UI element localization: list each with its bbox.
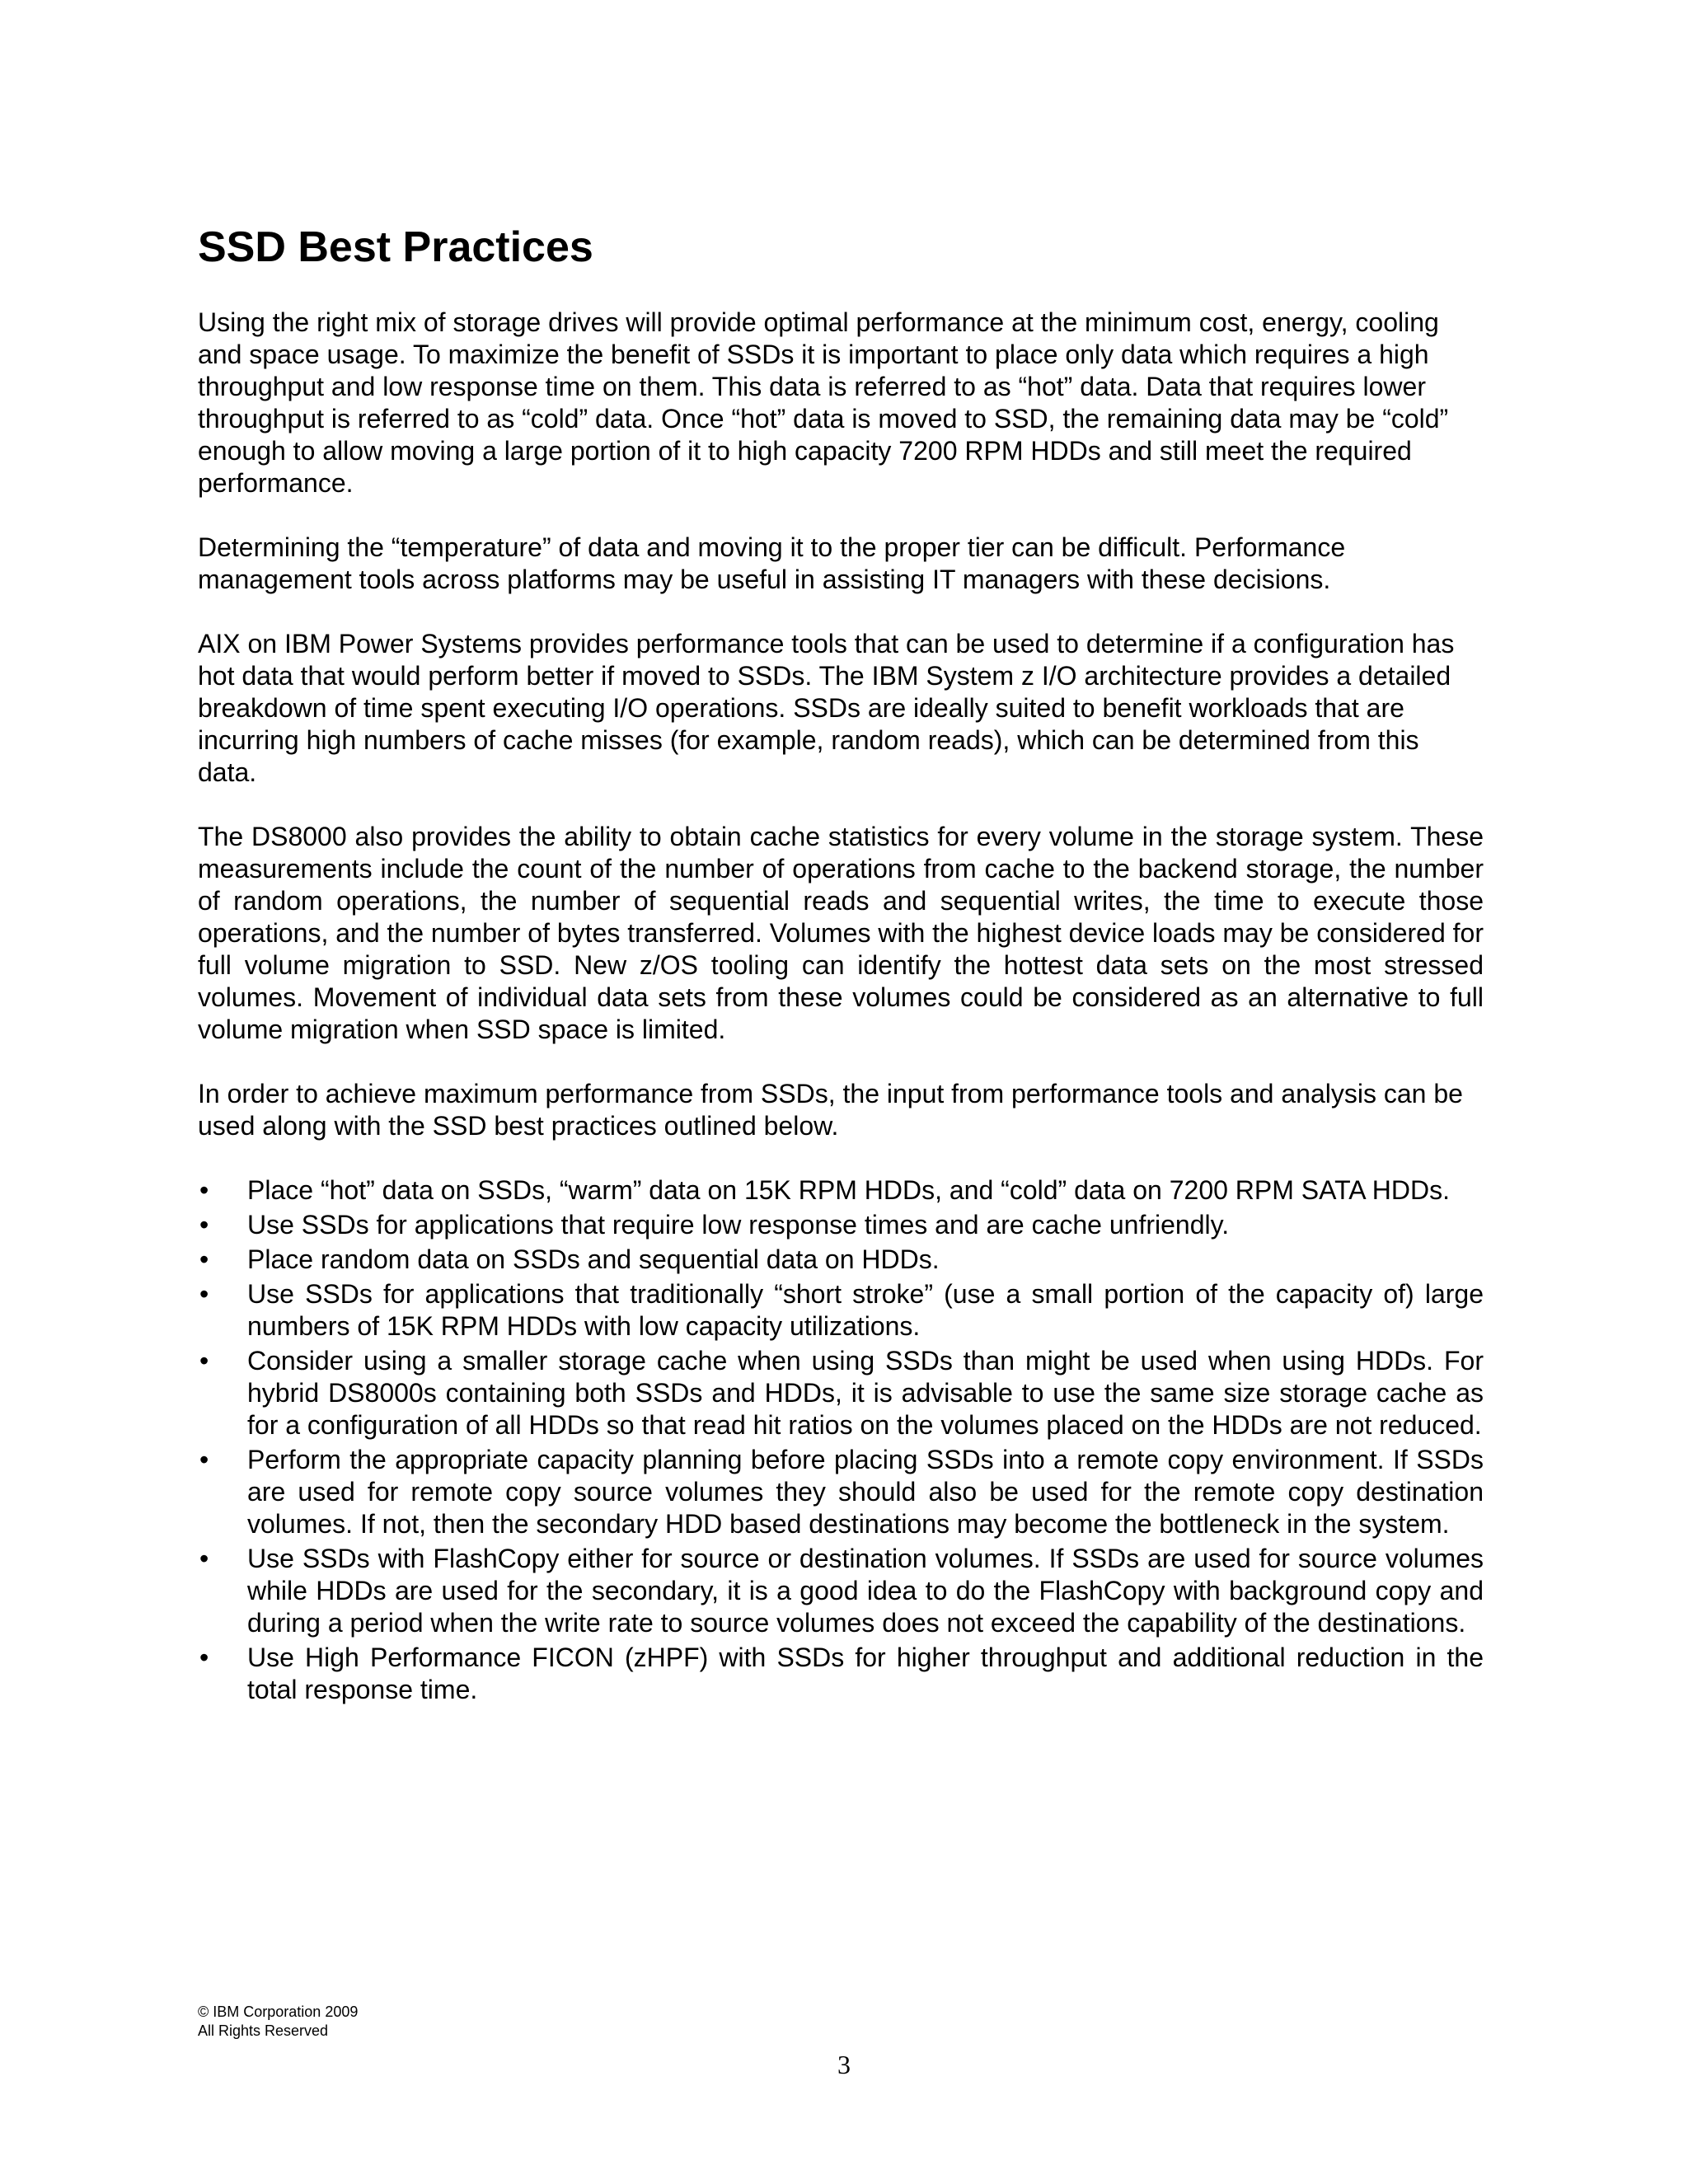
bullet-icon: •	[199, 1279, 209, 1309]
paragraph-maximum-performance: In order to achieve maximum performance from SSDs, the input from performance tools and analysis can be used along with the SSD best practices outlined below.	[198, 1079, 1463, 1141]
paragraph-aix: AIX on IBM Power Systems provides performance tools that can be used to determine if a configuration has hot data that would perform better if moved to SSDs. The IBM System z I/O architecture provides a detailed breakdown of time spent executing I/O operations. SSDs are ideally suited to benefit workloads that are incurring high numbers of cache misses (for example, random reads), which can be determined from this data.	[198, 629, 1455, 787]
page-footer	[198, 2003, 358, 2041]
bullet-icon: •	[199, 1175, 209, 1205]
list-item	[198, 1345, 1484, 1441]
page-title: SSD Best Practices	[198, 223, 593, 271]
best-practices-list	[198, 1174, 1484, 1706]
list-item-text: Consider using a smaller storage cache when using SSDs than might be used when using HDDs. For hybrid DS8000s containing both SSDs and HDDs, it is advisable to use the same size storage cache as for a configuration of all HDDs so that read hit ratios on the volumes placed on the HDDs are not reduced.	[247, 1346, 1484, 1440]
list-item-text: Place random data on SSDs and sequential data on HDDs.	[247, 1244, 940, 1274]
list-item	[198, 1278, 1484, 1343]
page-number: 3	[837, 2050, 851, 2079]
list-item-text: Perform the appropriate capacity planning before placing SSDs into a remote copy environment. If SSDs are used for remote copy source volumes they should also be used for the remote copy destination volumes. If not, then the secondary HDD based destinations may become the bottleneck in the system.	[247, 1445, 1484, 1539]
list-item-text: Use High Performance FICON (zHPF) with SSDs for higher throughput and additional reduction in the total response time.	[247, 1643, 1484, 1704]
list-item	[198, 1642, 1484, 1706]
bullet-icon: •	[199, 1544, 209, 1573]
bullet-icon: •	[199, 1244, 209, 1274]
page-content	[198, 221, 1484, 1708]
bullet-icon: •	[199, 1346, 209, 1376]
list-item	[198, 1244, 1484, 1276]
list-item	[198, 1174, 1484, 1207]
list-item	[198, 1209, 1484, 1241]
list-item-text: Use SSDs for applications that require low response times and are cache unfriendly.	[247, 1210, 1230, 1240]
list-item	[198, 1543, 1484, 1639]
paragraph-temperature: Determining the “temperature” of data and moving it to the proper tier can be difficult. Performance management tools across platforms may be useful in assisting IT managers with these decisions.	[198, 532, 1346, 594]
list-item-text: Use SSDs with FlashCopy either for source or destination volumes. If SSDs are used for source volumes while HDDs are used for the secondary, it is a good idea to do the FlashCopy with background copy and during a period when the write rate to source volumes does not exceed the capability of the destinations.	[247, 1544, 1484, 1638]
list-item-text: Place “hot” data on SSDs, “warm” data on 15K RPM HDDs, and “cold” data on 7200 RPM SATA HDDs.	[247, 1175, 1450, 1205]
list-item-text: Use SSDs for applications that traditionally “short stroke” (use a small portion of the capacity of) large numbers of 15K RPM HDDs with low capacity utilizations.	[247, 1279, 1484, 1341]
bullet-icon: •	[199, 1643, 209, 1672]
paragraph-ds8000: The DS8000 also provides the ability to obtain cache statistics for every volume in the storage system. These measurements include the count of the number of operations from cache to the backend storage, the number of random operations, the number of sequential reads and sequential writes, the time to execute those operations, and the number of bytes transferred. Volumes with the highest device loads may be considered for full volume migration to SSD. New z/OS tooling can identify the hottest data sets on the most stressed volumes. Movement of individual data sets from these volumes could be considered as an alternative to full volume migration when SSD space is limited.	[198, 822, 1484, 1044]
paragraph-intro: Using the right mix of storage drives will provide optimal performance at the minimum cost, energy, cooling and space usage. To maximize the benefit of SSDs it is important to place only data which requires a high throughput and low response time on them. This data is referred to as “hot” data. Data that requires lower throughput is referred to as “cold” data. Once “hot” data is moved to SSD, the remaining data may be “cold” enough to allow moving a large portion of it to high capacity 7200 RPM HDDs and still meet the required performance.	[198, 307, 1449, 498]
rights-notice: All Rights Reserved	[198, 2022, 329, 2039]
copyright-notice: © IBM Corporation 2009	[198, 2004, 359, 2020]
bullet-icon: •	[199, 1210, 209, 1240]
bullet-icon: •	[199, 1445, 209, 1474]
list-item	[198, 1444, 1484, 1540]
